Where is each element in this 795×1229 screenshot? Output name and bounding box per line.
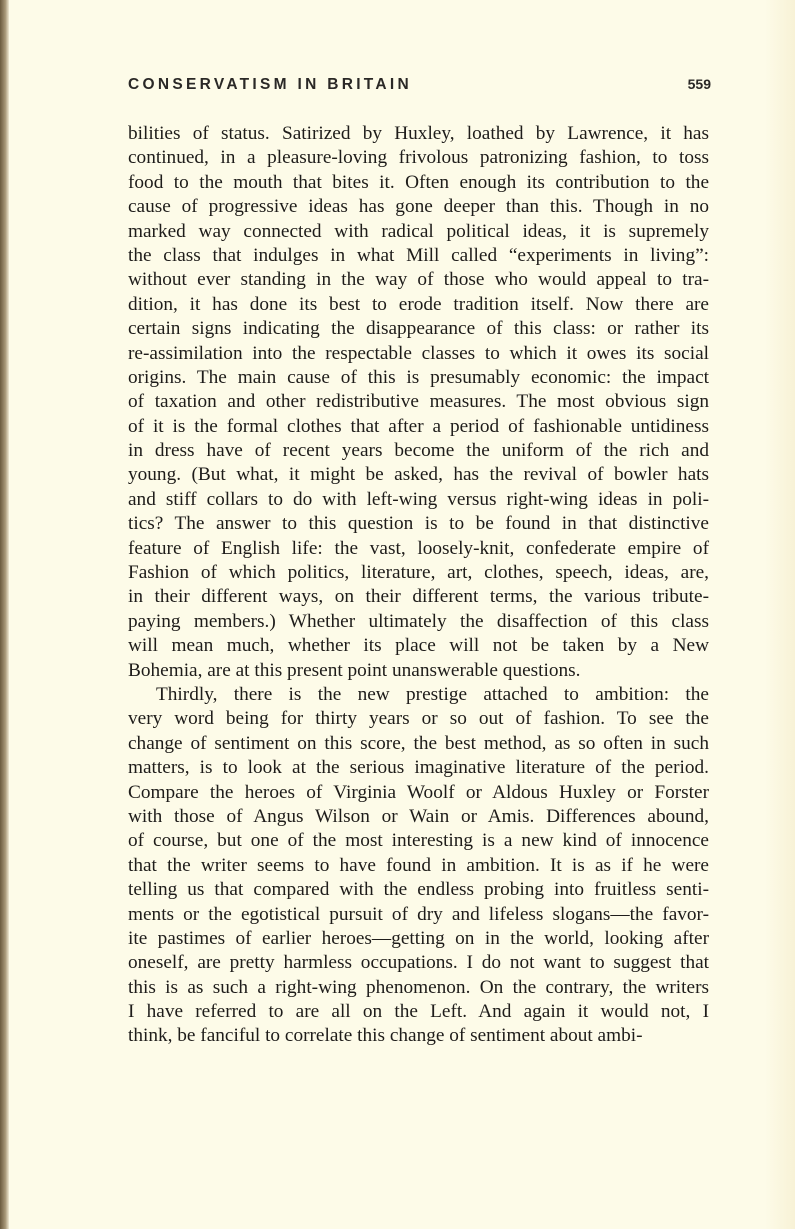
text-line: Compare the heroes of Virginia Woolf or Aldous Huxley or Forster: [128, 781, 709, 803]
book-spine-edge: [0, 0, 9, 1229]
text-line: of it is the formal clothes that after a period of fashionable untidiness: [128, 415, 709, 437]
text-line: think, be fanciful to correlate this change of sentiment about ambi-: [128, 1025, 643, 1047]
text-line: oneself, are pretty harmless occupations. I do not want to suggest that: [128, 952, 709, 974]
text-line: that the writer seems to have found in ambition. It is as if he were: [128, 854, 709, 876]
text-line: in their different ways, on their different terms, the various tribute-: [128, 586, 709, 608]
text-line: re-assimilation into the respectable classes to which it owes its social: [128, 342, 709, 364]
paragraph: [128, 683, 709, 1049]
text-line: telling us that compared with the endless probing into fruitless senti-: [128, 879, 709, 901]
page-number: 559: [687, 76, 711, 92]
text-line: in dress have of recent years become the uniform of the rich and: [128, 440, 709, 462]
text-line: of course, but one of the most interesting is a new kind of innocence: [128, 830, 709, 852]
text-line: of taxation and other redistributive measures. The most obvious sign: [128, 391, 709, 413]
text-line: certain signs indicating the disappearance of this class: or rather its: [128, 318, 709, 340]
text-line: cause of progressive ideas has gone deeper than this. Though in no: [128, 196, 709, 218]
running-title: CONSERVATISM IN BRITAIN: [128, 76, 413, 93]
text-line: continued, in a pleasure-loving frivolous patronizing fashion, to toss: [128, 147, 709, 169]
text-line: marked way connected with radical political ideas, it is supremely: [128, 220, 709, 242]
text-line: and stiff collars to do with left-wing versus right-wing ideas in poli-: [128, 488, 709, 510]
text-line: origins. The main cause of this is presumably economic: the impact: [128, 366, 709, 388]
text-line: Thirdly, there is the new prestige attached to ambition: the: [156, 683, 709, 705]
text-line: the class that indulges in what Mill called “experiments in living”:: [128, 244, 709, 266]
text-line: with those of Angus Wilson or Wain or Amis. Differences abound,: [128, 805, 709, 827]
text-line: paying members.) Whether ultimately the disaffection of this class: [128, 610, 709, 632]
text-line: change of sentiment on this score, the best method, as so often in such: [128, 732, 709, 754]
running-header: [128, 76, 711, 100]
text-line: ite pastimes of earlier heroes—getting on in the world, looking after: [128, 927, 709, 949]
text-line: will mean much, whether its place will not be taken by a New: [128, 635, 709, 657]
text-line: Bohemia, are at this present point unanswerable questions.: [128, 659, 581, 681]
page-edge-shading: [765, 0, 795, 1229]
text-line: feature of English life: the vast, loosely-knit, confederate empire of: [128, 537, 709, 559]
text-line: dition, it has done its best to erode tradition itself. Now there are: [128, 293, 709, 315]
body-text: [128, 122, 709, 1049]
text-line: bilities of status. Satirized by Huxley, loathed by Lawrence, it has: [128, 123, 709, 144]
text-line: ments or the egotistical pursuit of dry and lifeless slogans—the favor-: [128, 903, 709, 925]
text-line: very word being for thirty years or so out of fashion. To see the: [128, 708, 709, 730]
text-line: food to the mouth that bites it. Often enough its contribution to the: [128, 171, 709, 193]
text-line: young. (But what, it might be asked, has the revival of bowler hats: [128, 464, 709, 486]
text-line: Fashion of which politics, literature, art, clothes, speech, ideas, are,: [128, 562, 709, 584]
text-line: I have referred to are all on the Left. And again it would not, I: [128, 1001, 709, 1023]
text-line: this is as such a right-wing phenomenon. On the contrary, the writers: [128, 976, 709, 998]
text-line: tics? The answer to this question is to be found in that distinctive: [128, 513, 709, 535]
paragraph: [128, 122, 709, 683]
text-line: matters, is to look at the serious imaginative literature of the period.: [128, 757, 709, 779]
text-line: without ever standing in the way of those who would appeal to tra-: [128, 269, 709, 291]
